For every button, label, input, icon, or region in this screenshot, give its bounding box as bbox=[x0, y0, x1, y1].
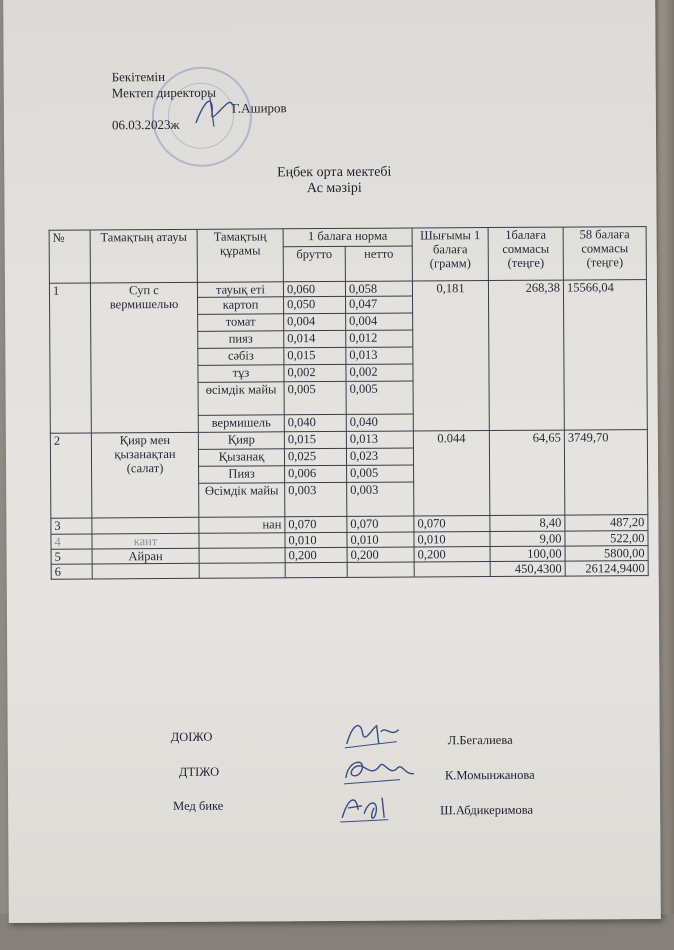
ingredient: тауық еті bbox=[197, 282, 283, 298]
header-dish-name: Тамақтың атауы bbox=[90, 229, 197, 283]
empty-cell bbox=[414, 562, 490, 577]
netto: 0,040 bbox=[346, 414, 413, 431]
row-num: 5 bbox=[51, 549, 92, 564]
dish-name: Қияр мен қызанақтан (салат) bbox=[91, 432, 199, 518]
empty-cell bbox=[92, 563, 199, 579]
row-sum-one: 8,40 bbox=[490, 515, 565, 531]
total-sum-one: 450,4300 bbox=[490, 561, 565, 576]
header-norm: 1 балаға норма bbox=[283, 228, 412, 247]
netto: 0,023 bbox=[346, 448, 413, 465]
ingredient: Өсімдік майы bbox=[199, 483, 285, 518]
netto: 0,002 bbox=[346, 364, 413, 381]
netto: 0,013 bbox=[346, 347, 413, 364]
header-brutto: брутто bbox=[283, 246, 345, 281]
total-row bbox=[51, 561, 648, 580]
row-name bbox=[92, 517, 199, 534]
row-output: 0,010 bbox=[414, 532, 490, 547]
header-sum-58: 58 балаға соммасы (теңге) bbox=[563, 227, 646, 281]
brutto: 0,040 bbox=[284, 414, 346, 431]
dish-sum-one: 268,38 bbox=[488, 280, 564, 430]
empty-cell bbox=[199, 563, 285, 579]
ingredient: пияз bbox=[198, 331, 284, 349]
ingredient: вермишель bbox=[198, 415, 284, 433]
dish-num: 1 bbox=[49, 283, 91, 433]
row-sum-58: 487,20 bbox=[565, 515, 648, 532]
signature-name-3: Ш.Абдикеримова bbox=[440, 802, 534, 818]
document-sheet bbox=[3, 0, 661, 923]
header-netto: нетто bbox=[345, 246, 412, 281]
row-output: 0,070 bbox=[414, 516, 490, 532]
brutto: 0,050 bbox=[284, 296, 346, 313]
director-name: Г.Аширов bbox=[231, 100, 287, 116]
brutto: 0,200 bbox=[285, 547, 347, 562]
dish-output: 0,181 bbox=[412, 281, 489, 431]
row-num: 6 bbox=[51, 564, 92, 579]
brutto: 0,015 bbox=[284, 347, 346, 364]
netto: 0,003 bbox=[347, 482, 414, 516]
ingredient: томат bbox=[198, 314, 284, 332]
netto: 0,004 bbox=[346, 313, 413, 330]
netto: 0,005 bbox=[347, 465, 414, 482]
total-sum-58: 26124,9400 bbox=[565, 561, 648, 577]
brutto: 0,014 bbox=[284, 330, 346, 347]
netto: 0,013 bbox=[346, 431, 413, 448]
brutto: 0,070 bbox=[285, 516, 347, 532]
row-num: 3 bbox=[51, 518, 92, 534]
brutto: 0,010 bbox=[285, 532, 347, 547]
row-sum-one: 100,00 bbox=[490, 546, 565, 561]
header-sum-one: 1балаға соммасы (теңге) bbox=[488, 227, 563, 280]
signature-mark-2 bbox=[340, 753, 418, 787]
ingredient: сәбіз bbox=[198, 348, 284, 366]
netto: 0,047 bbox=[346, 296, 413, 313]
header-num: № bbox=[49, 230, 90, 283]
header-row bbox=[49, 227, 646, 249]
row-name: Айран bbox=[92, 548, 199, 564]
school-title: Еңбек орта мектебі bbox=[277, 164, 392, 181]
netto: 0,058 bbox=[345, 281, 412, 296]
brutto: 0,060 bbox=[283, 281, 345, 296]
dish-num: 2 bbox=[50, 433, 92, 518]
signature-role-2: ДТІЖО bbox=[178, 764, 220, 779]
signature-name-2: К.Момынжанова bbox=[444, 767, 535, 783]
empty-cell bbox=[347, 562, 414, 577]
dish-sum-one: 64,65 bbox=[489, 430, 565, 515]
row-num: 4 bbox=[51, 534, 92, 549]
row-output: 0,200 bbox=[414, 547, 490, 562]
header-output: Шығымы 1 балаға (грамм) bbox=[412, 228, 488, 281]
brutto: 0,004 bbox=[284, 313, 346, 330]
row-sum-58: 5800,00 bbox=[565, 546, 648, 562]
approval-line-2: Мектеп директоры bbox=[111, 84, 217, 101]
row-sum-58: 522,00 bbox=[565, 531, 648, 547]
header-composition: Тамақтың құрамы bbox=[197, 229, 283, 283]
signature-name-1: Л.Бегалиева bbox=[447, 732, 513, 748]
ingredient: тұз bbox=[198, 365, 284, 383]
dish-name: Суп с вермишелью bbox=[90, 282, 198, 433]
row-composition: нан bbox=[199, 517, 285, 534]
brutto: 0,002 bbox=[284, 364, 346, 381]
brutto: 0,006 bbox=[285, 465, 347, 482]
signature-role-3: Мед бике bbox=[173, 798, 224, 813]
dish-sum-58: 3749,70 bbox=[564, 430, 648, 516]
netto: 0,012 bbox=[346, 330, 413, 347]
signature-mark-1 bbox=[343, 718, 403, 752]
signature-mark-3 bbox=[338, 790, 400, 826]
ingredient: Пияз bbox=[199, 466, 285, 484]
table-row bbox=[50, 430, 647, 451]
dish-sum-58: 15566,04 bbox=[563, 280, 647, 431]
brutto: 0,003 bbox=[285, 482, 347, 516]
background-edge bbox=[658, 0, 674, 950]
approval-line-1: Бекітемін bbox=[111, 69, 166, 85]
netto: 0,010 bbox=[347, 532, 414, 547]
netto: 0,200 bbox=[347, 547, 414, 562]
ingredient: Қызанақ bbox=[198, 449, 284, 467]
row-composition bbox=[199, 548, 285, 564]
row-composition bbox=[199, 533, 285, 549]
director-signature bbox=[190, 93, 240, 129]
brutto: 0,005 bbox=[284, 381, 346, 414]
ingredient: өсімдік майы bbox=[198, 382, 284, 416]
document-title: Ас мәзірі bbox=[306, 180, 362, 197]
approval-date: 06.03.2023ж bbox=[111, 116, 180, 133]
brutto: 0,025 bbox=[284, 448, 346, 465]
empty-cell bbox=[285, 562, 347, 577]
dish-output: 0.044 bbox=[413, 431, 490, 516]
ingredient: Қияр bbox=[198, 432, 284, 450]
brutto: 0,015 bbox=[284, 431, 346, 448]
netto: 0,005 bbox=[346, 381, 413, 414]
row-name: кант bbox=[92, 533, 199, 549]
netto: 0,070 bbox=[347, 516, 414, 532]
ingredient: картоп bbox=[198, 297, 284, 315]
signature-role-1: ДОІЖО bbox=[170, 729, 213, 744]
menu-table bbox=[49, 226, 649, 580]
row-sum-one: 9,00 bbox=[490, 531, 565, 546]
